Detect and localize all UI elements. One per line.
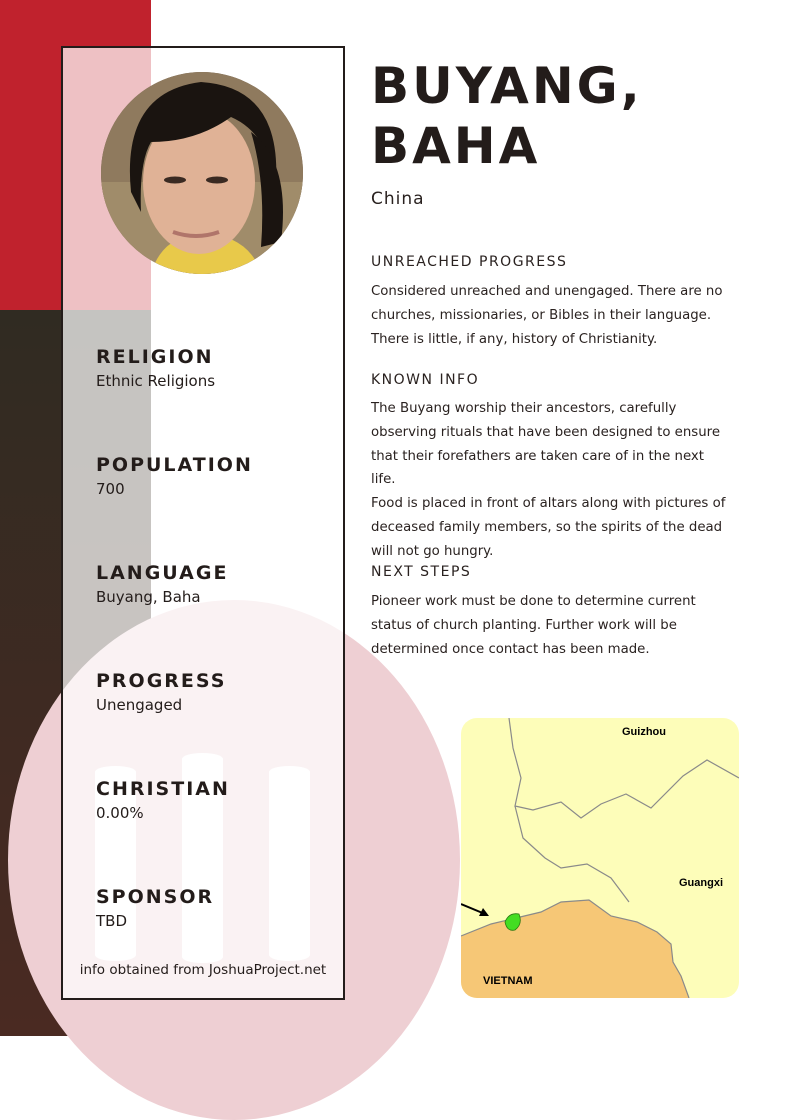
title-line: BUYANG, <box>371 57 643 115</box>
stat-sponsor <box>96 886 214 930</box>
decorative-bar <box>269 766 310 961</box>
stat-label: RELIGION <box>96 346 214 368</box>
stat-religion <box>96 346 215 390</box>
title-line: BAHA <box>371 117 541 175</box>
stat-label: SPONSOR <box>96 886 215 908</box>
stat-value: Ethnic Religions <box>96 372 216 390</box>
map-label-north: Guizhou <box>622 726 666 738</box>
section-body-known-info <box>371 397 731 564</box>
stat-language <box>96 562 228 606</box>
location-map <box>461 718 739 998</box>
section-body-next-steps <box>371 590 731 661</box>
stat-progress <box>96 670 226 714</box>
text-line: status of church planting. Further work will be <box>371 617 677 633</box>
stat-value: 700 <box>96 480 125 498</box>
stat-label: LANGUAGE <box>96 562 229 584</box>
stat-value: Buyang, Baha <box>96 588 201 606</box>
stat-label: CHRISTIAN <box>96 778 230 800</box>
stat-label: PROGRESS <box>96 670 227 692</box>
section-title-next-steps: NEXT STEPS <box>371 564 472 580</box>
profile-card <box>61 46 345 1000</box>
stat-value: 0.00% <box>96 804 144 822</box>
page-title <box>371 56 643 176</box>
stat-christian <box>96 778 230 822</box>
text-line: will not go hungry. <box>371 543 494 559</box>
section-body-unreached <box>371 280 731 351</box>
stat-label: POPULATION <box>96 454 253 476</box>
text-line: observing rituals that have been designed to ensure <box>371 424 720 440</box>
text-line: that their forefathers are taken care of in the next life. <box>371 448 704 488</box>
text-line: Food is placed in front of altars along with pictures of <box>371 496 726 512</box>
profile-photo <box>101 72 303 274</box>
text-line: The Buyang worship their ancestors, carefully <box>371 401 677 416</box>
text-line: churches, missionaries, or Bibles in their language. <box>371 307 712 323</box>
section-title-known-info: KNOWN INFO <box>371 372 480 388</box>
text-line: determined once contact has been made. <box>371 641 650 657</box>
text-line: Considered unreached and unengaged. There are no <box>371 284 723 299</box>
source-credit: info obtained from JoshuaProject.net <box>79 962 327 978</box>
section-title-unreached: UNREACHED PROGRESS <box>371 254 568 270</box>
text-line: deceased family members, so the spirits of the dead <box>371 519 723 535</box>
stat-value: TBD <box>96 912 128 930</box>
map-label-east: Guangxi <box>679 877 724 889</box>
map-label-south: VIETNAM <box>483 975 533 987</box>
text-line: Pioneer work must be done to determine current <box>371 594 696 609</box>
stat-population <box>96 454 253 498</box>
text-line: There is little, if any, history of Christianity. <box>371 331 658 347</box>
stat-value: Unengaged <box>96 696 183 714</box>
country-label: China <box>371 189 425 209</box>
